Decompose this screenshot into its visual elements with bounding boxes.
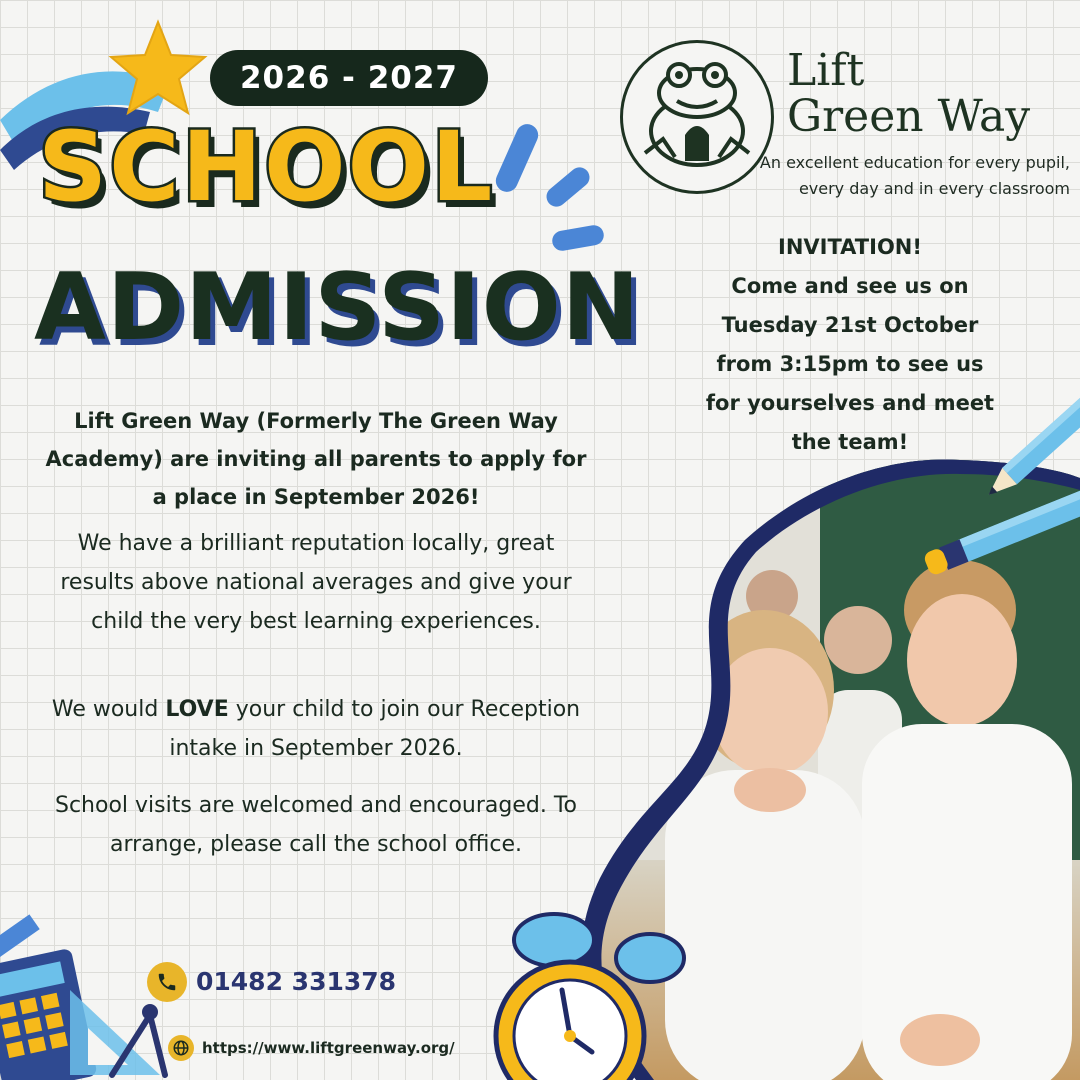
title-school: SCHOOL <box>38 111 495 223</box>
paragraph-reception-emphasis: LOVE <box>165 697 229 722</box>
paragraph-reception-after: your child to join our Reception intake in September 2026. <box>169 697 581 761</box>
invitation-line: Tuesday 21st October <box>721 313 979 337</box>
globe-icon <box>168 1035 194 1061</box>
paragraph-reputation: We have a brilliant reputation locally, great results above national averages and give your child the very best learning experiences. <box>60 531 572 634</box>
invitation-line: INVITATION! <box>778 235 922 259</box>
phone-glyph <box>156 971 178 993</box>
phone-number[interactable]: 01482 331378 <box>196 967 397 996</box>
tagline-line1: An excellent education for every pupil, <box>759 153 1070 172</box>
school-name-line1: Lift <box>787 45 865 96</box>
tagline-line2: every day and in every classroom <box>798 179 1070 198</box>
school-name <box>787 45 1047 142</box>
year-badge: 2026 - 2027 <box>210 50 488 106</box>
invitation-block <box>680 228 1020 462</box>
set-square-icon <box>70 990 160 1075</box>
globe-glyph <box>172 1039 190 1057</box>
paragraph-visits: School visits are welcomed and encouraged. To arrange, please call the school office. <box>54 793 577 857</box>
tagline <box>700 150 1070 202</box>
invitation-line: for yourselves and meet <box>705 391 995 415</box>
intro-text: Lift Green Way (Formerly The Green Way Academy) are inviting all parents to apply for a place in September 2026! <box>45 409 587 509</box>
school-name-line2: Green Way <box>787 91 1031 142</box>
paragraph-reception <box>40 690 592 768</box>
website-link[interactable]: https://www.liftgreenway.org/ <box>202 1039 455 1057</box>
title-admission: ADMISSION <box>34 253 641 361</box>
invitation-line: Come and see us on <box>731 274 969 298</box>
invitation-line: the team! <box>791 430 909 454</box>
invitation-line: from 3:15pm to see us <box>716 352 984 376</box>
paragraph-reception-before: We would <box>51 697 166 722</box>
accent-dashes <box>492 121 605 253</box>
phone-icon <box>147 962 187 1002</box>
